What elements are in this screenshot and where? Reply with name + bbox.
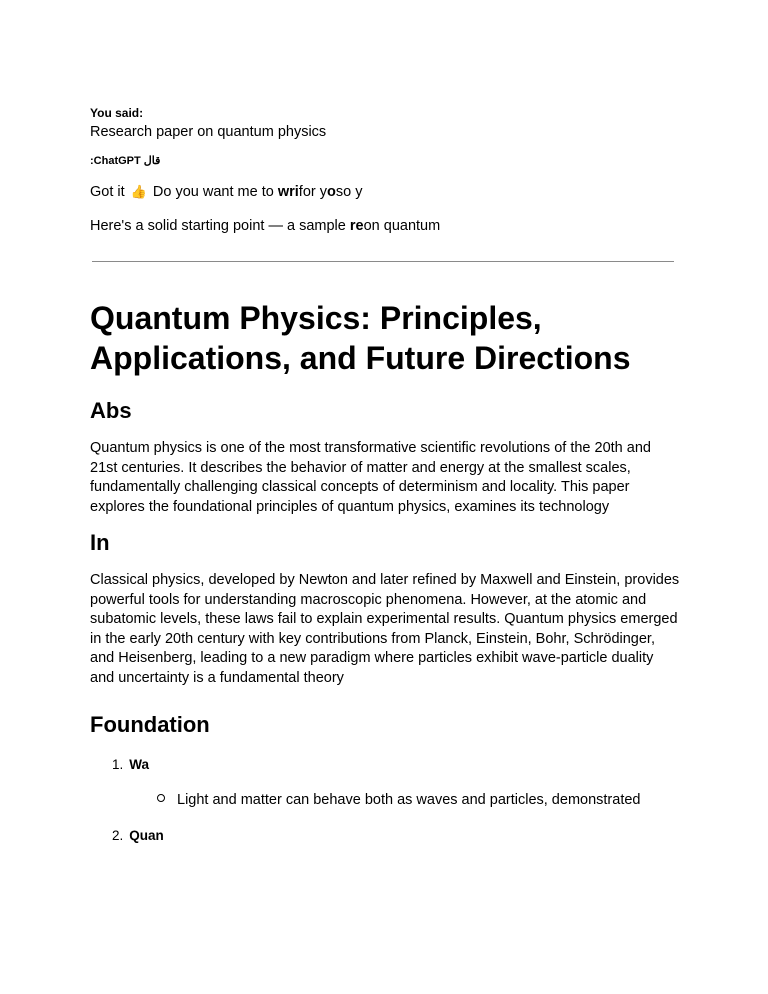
reply-text: on quantum (363, 218, 441, 234)
section-heading-introduction: In (90, 530, 110, 555)
list-item-label: Wa (129, 757, 150, 772)
reply-line-2 (90, 218, 440, 234)
sub-list-item (157, 792, 640, 808)
list-number: 1. (112, 757, 124, 772)
reply-bold: re (349, 218, 364, 234)
assistant-label: قال ChatGPT: (90, 155, 161, 167)
reply-text: Got it (90, 184, 125, 200)
section-heading-abstract: Abs (90, 398, 132, 423)
horizontal-divider (92, 261, 674, 262)
user-label: You said: (90, 106, 144, 120)
reply-text: Do you want me to (152, 184, 274, 200)
reply-bold: o (327, 184, 336, 200)
paper-title: Quantum Physics: Principles, Applications, and Future Directions (90, 300, 631, 376)
list-item (112, 828, 164, 843)
section-body-abstract: Quantum physics is one of the most transformative scientific revolutions of the 20th and 21st centuries. It describes the behavior of matter and energy at the smallest scales, fundamentally challenging classical concepts of determinism and locality. This paper explores the foundational principles of quantum physics, examines its technology (90, 440, 651, 515)
list-item-label: Quan (129, 828, 164, 843)
reply-text: for y (298, 184, 327, 200)
list-item (112, 757, 149, 772)
list-number: 2. (112, 828, 124, 843)
thumbs-up-icon: 👍 (130, 184, 147, 199)
reply-bold: wri (277, 184, 299, 200)
section-heading-foundation: Foundation (90, 712, 210, 737)
reply-text: Here's a solid starting point — a sample (90, 218, 346, 234)
reply-line-1 (90, 184, 362, 200)
reply-text: so y (335, 184, 363, 200)
sub-list-text: Light and matter can behave both as waves and particles, demonstrated (177, 792, 641, 808)
user-message: Research paper on quantum physics (90, 124, 327, 140)
section-body-introduction: Classical physics, developed by Newton and later refined by Maxwell and Einstein, provides powerful tools for understanding macroscopic phenomena. However, at the atomic and subatomic levels, these laws fail to explain experimental results. Quantum physics emerged in the early 20th century with key contributions from Planck, Einstein, Bohr, Schrödinger, and Heisenberg, leading to a new paradigm where particles exhibit wave-particle duality and uncertainty is a fundamental theory (90, 572, 680, 686)
hollow-bullet-icon (157, 794, 165, 802)
